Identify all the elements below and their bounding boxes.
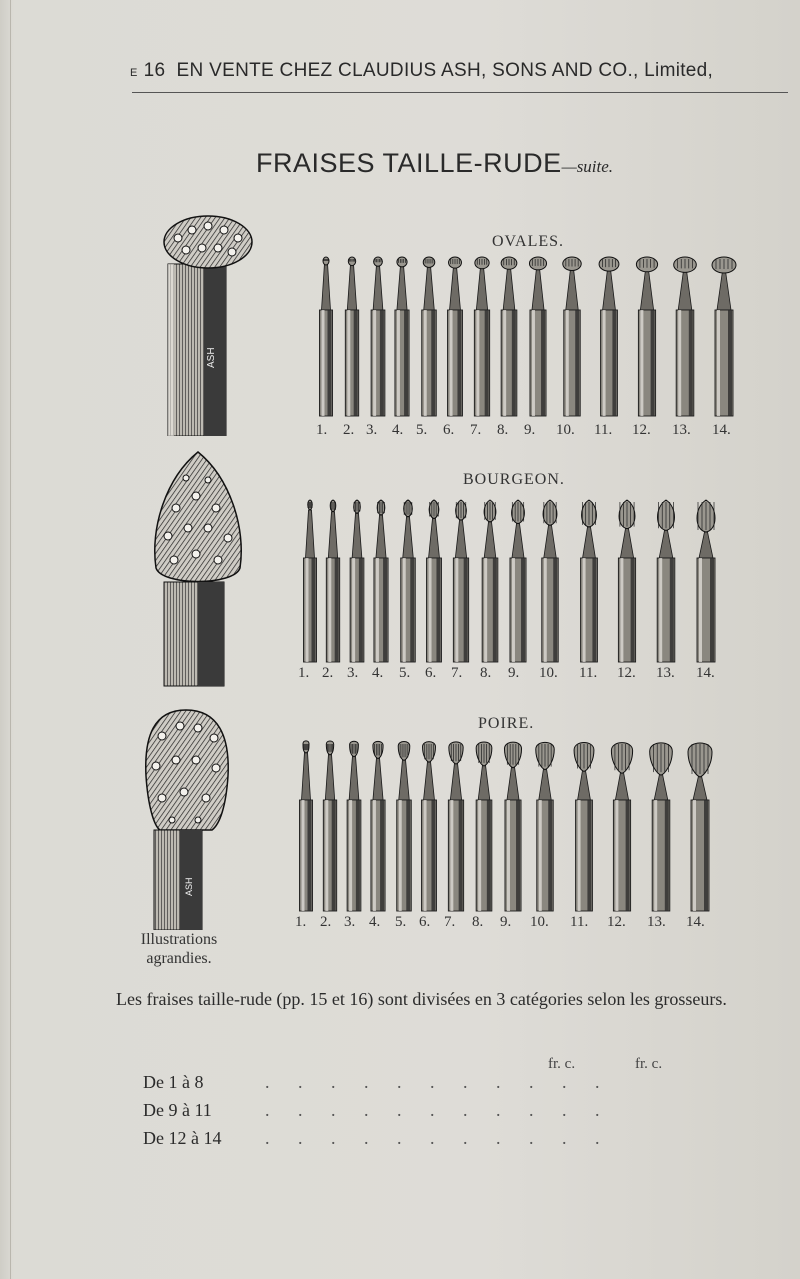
burr-ovales bbox=[674, 257, 697, 416]
burr-number: 5. bbox=[399, 665, 411, 681]
burr-number: 11. bbox=[579, 665, 598, 681]
burr-number: 10. bbox=[530, 914, 549, 930]
burr-bourgeon bbox=[427, 500, 442, 662]
page-header bbox=[130, 60, 790, 82]
burr-ovales bbox=[371, 257, 385, 416]
burr-bourgeon bbox=[326, 500, 339, 662]
burr-poire bbox=[476, 742, 492, 911]
burr-ovales bbox=[529, 257, 546, 416]
burr-number: 14. bbox=[686, 914, 705, 930]
section-title-bourgeon: BOURGEON. bbox=[463, 471, 565, 488]
burr-number: 9. bbox=[500, 914, 512, 930]
burr-number: 2. bbox=[343, 422, 355, 438]
section-title-ovales: OVALES. bbox=[492, 233, 565, 250]
ash-mark-1: ASH bbox=[206, 347, 217, 368]
enlarged-bourgeon-burr bbox=[146, 448, 248, 688]
burr-number: 2. bbox=[322, 665, 334, 681]
burr-number: 5. bbox=[416, 422, 428, 438]
burr-number: 14. bbox=[696, 665, 715, 681]
burr-bourgeon bbox=[401, 500, 416, 662]
burr-bourgeon bbox=[618, 500, 635, 662]
section-title-poire: POIRE. bbox=[478, 715, 535, 732]
burr-ovales bbox=[563, 257, 581, 416]
enlarged-ovale-burr bbox=[158, 208, 258, 436]
burr-ovales bbox=[474, 257, 489, 416]
ash-mark-2: ASH bbox=[184, 877, 194, 896]
numbers-poire bbox=[0, 914, 800, 934]
burr-number: 10. bbox=[539, 665, 558, 681]
burr-number: 8. bbox=[472, 914, 484, 930]
burr-bourgeon bbox=[657, 500, 675, 662]
header-rule bbox=[132, 92, 788, 93]
description-paragraph: Les fraises taille-rude (pp. 15 et 16) sont divisées en 3 catégories selon les grosseurs. bbox=[116, 989, 727, 1009]
burr-bourgeon bbox=[374, 500, 388, 662]
burr-poire bbox=[323, 741, 336, 911]
burr-ovales bbox=[599, 257, 619, 416]
burr-number: 7. bbox=[451, 665, 463, 681]
burr-bourgeon bbox=[542, 500, 558, 662]
burr-ovales bbox=[636, 257, 657, 416]
burr-bourgeon bbox=[482, 500, 498, 662]
burr-poire bbox=[397, 742, 412, 911]
enlarged-poire-burr bbox=[140, 706, 232, 930]
burr-ovales bbox=[448, 257, 463, 416]
burr-poire bbox=[300, 741, 313, 911]
burr-poire bbox=[504, 742, 521, 911]
burr-number: 9. bbox=[508, 665, 520, 681]
numbers-ovales bbox=[0, 422, 800, 442]
page-edge bbox=[10, 0, 11, 1279]
leader-dots-3: . . . . . . . . . . . bbox=[265, 1128, 612, 1148]
burr-number: 13. bbox=[672, 422, 691, 438]
burr-number: 13. bbox=[656, 665, 675, 681]
burr-ovales bbox=[712, 257, 736, 416]
burr-number: 6. bbox=[425, 665, 437, 681]
burr-number: 7. bbox=[470, 422, 482, 438]
price-row-2: De 9 à 11 bbox=[143, 1100, 212, 1120]
burr-poire bbox=[574, 742, 594, 911]
burr-number: 3. bbox=[366, 422, 378, 438]
header-text: EN VENTE CHEZ CLAUDIUS ASH, SONS AND CO., Limited, bbox=[176, 60, 714, 81]
price-row-1: De 1 à 8 bbox=[143, 1072, 204, 1092]
title-main: FRAISES TAILLE-RUDE bbox=[256, 148, 562, 178]
burr-poire bbox=[650, 743, 673, 911]
burr-bourgeon bbox=[581, 500, 598, 662]
burr-number: 1. bbox=[295, 914, 307, 930]
leader-dots-1: . . . . . . . . . . . bbox=[265, 1072, 612, 1092]
burr-number: 5. bbox=[395, 914, 407, 930]
burr-poire bbox=[536, 742, 554, 911]
leader-dots-2: . . . . . . . . . . . bbox=[265, 1100, 612, 1120]
burr-ovales bbox=[501, 257, 517, 416]
burr-bourgeon bbox=[453, 500, 468, 662]
burr-poire bbox=[347, 741, 361, 911]
burr-poire bbox=[371, 741, 385, 911]
burr-number: 10. bbox=[556, 422, 575, 438]
burr-row-bourgeon bbox=[290, 498, 750, 666]
burr-number: 4. bbox=[372, 665, 384, 681]
page-number: 16 bbox=[143, 60, 166, 81]
burr-number: 4. bbox=[392, 422, 404, 438]
burr-number: 8. bbox=[480, 665, 492, 681]
numbers-bourgeon bbox=[0, 665, 800, 685]
illustration-caption bbox=[124, 930, 234, 968]
burr-number: 6. bbox=[419, 914, 431, 930]
burr-row-ovales bbox=[300, 255, 760, 420]
burr-number: 7. bbox=[444, 914, 456, 930]
burr-ovales bbox=[395, 257, 409, 416]
burr-number: 12. bbox=[632, 422, 651, 438]
price-row-3: De 12 à 14 bbox=[143, 1128, 222, 1148]
burr-number: 12. bbox=[617, 665, 636, 681]
burr-ovales bbox=[320, 257, 333, 416]
page-prefix: E bbox=[130, 67, 138, 79]
burr-ovales bbox=[422, 257, 437, 416]
burr-poire bbox=[448, 742, 463, 911]
burr-number: 3. bbox=[344, 914, 356, 930]
burr-number: 2. bbox=[320, 914, 332, 930]
burr-number: 9. bbox=[524, 422, 536, 438]
burr-number: 8. bbox=[497, 422, 509, 438]
burr-number: 13. bbox=[647, 914, 666, 930]
caption-line-2: agrandies. bbox=[146, 950, 212, 967]
burr-poire bbox=[688, 743, 712, 911]
burr-number: 12. bbox=[607, 914, 626, 930]
burr-row-poire bbox=[288, 740, 748, 915]
burr-poire bbox=[422, 742, 437, 911]
caption-line-1: Illustrations bbox=[140, 931, 218, 948]
title-suite: —suite. bbox=[561, 157, 614, 176]
burr-bourgeon bbox=[510, 500, 526, 662]
burr-bourgeon bbox=[304, 500, 317, 662]
unit-header-2: fr. c. bbox=[635, 1056, 663, 1072]
burr-number: 11. bbox=[570, 914, 589, 930]
page-title bbox=[256, 148, 756, 179]
burr-number: 4. bbox=[369, 914, 381, 930]
burr-bourgeon bbox=[350, 500, 364, 662]
unit-header-1: fr. c. bbox=[548, 1056, 576, 1072]
burr-poire bbox=[611, 743, 632, 911]
burr-number: 1. bbox=[298, 665, 310, 681]
burr-number: 6. bbox=[443, 422, 455, 438]
burr-number: 1. bbox=[316, 422, 328, 438]
burr-number: 3. bbox=[347, 665, 359, 681]
burr-number: 11. bbox=[594, 422, 613, 438]
burr-bourgeon bbox=[697, 500, 715, 662]
burr-ovales bbox=[345, 257, 358, 416]
burr-number: 14. bbox=[712, 422, 731, 438]
